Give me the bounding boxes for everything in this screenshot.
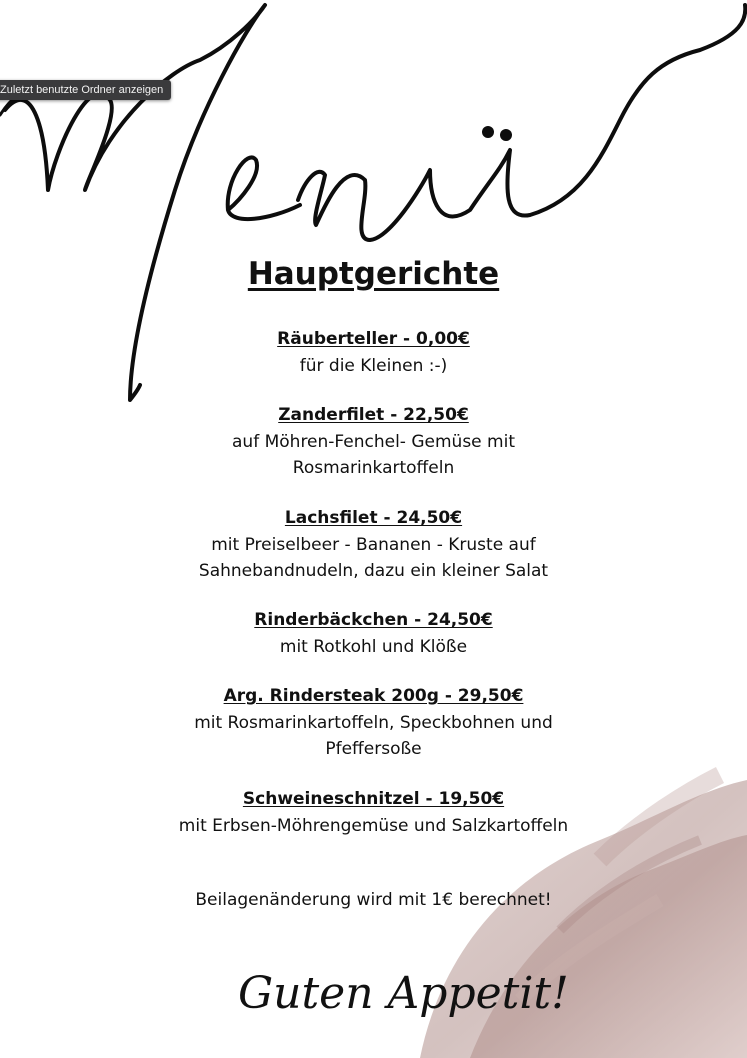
menu-item-name: Lachsfilet - 24,50€ <box>284 508 463 528</box>
section-title: Hauptgerichte <box>247 256 500 292</box>
signoff-text: Guten Appetit! <box>238 968 569 1019</box>
menu-item-description: für die Kleinen :-) <box>299 356 448 376</box>
menu-item-name: Schweineschnitzel - 19,50€ <box>242 789 505 809</box>
menu-item-description: auf Möhren-Fenchel- Gemüse mit Rosmarinkartoffeln <box>232 432 515 478</box>
menu-item-description: mit Rotkohl und Klöße <box>279 637 468 657</box>
menu-item-name: Räuberteller - 0,00€ <box>277 329 470 349</box>
menu-item-description: mit Rosmarinkartoffeln, Speckbohnen und Pfeffersoße <box>194 713 553 759</box>
menu-item-name: Rinderbäckchen - 24,50€ <box>254 610 493 630</box>
menu-item-description: mit Erbsen-Möhrengemüse und Salzkartoffeln <box>178 816 569 836</box>
tooltip: Zuletzt benutzte Ordner anzeigen <box>0 80 171 100</box>
side-dish-note: Beilagenänderung wird mit 1€ berechnet! <box>195 890 552 910</box>
menu-item-name: Zanderfilet - 22,50€ <box>278 405 469 425</box>
menu-item-name: Arg. Rindersteak 200g - 29,50€ <box>223 686 524 706</box>
menu-item-description: mit Preiselbeer - Bananen - Kruste auf Sahnebandnudeln, dazu ein kleiner Salat <box>198 535 549 581</box>
